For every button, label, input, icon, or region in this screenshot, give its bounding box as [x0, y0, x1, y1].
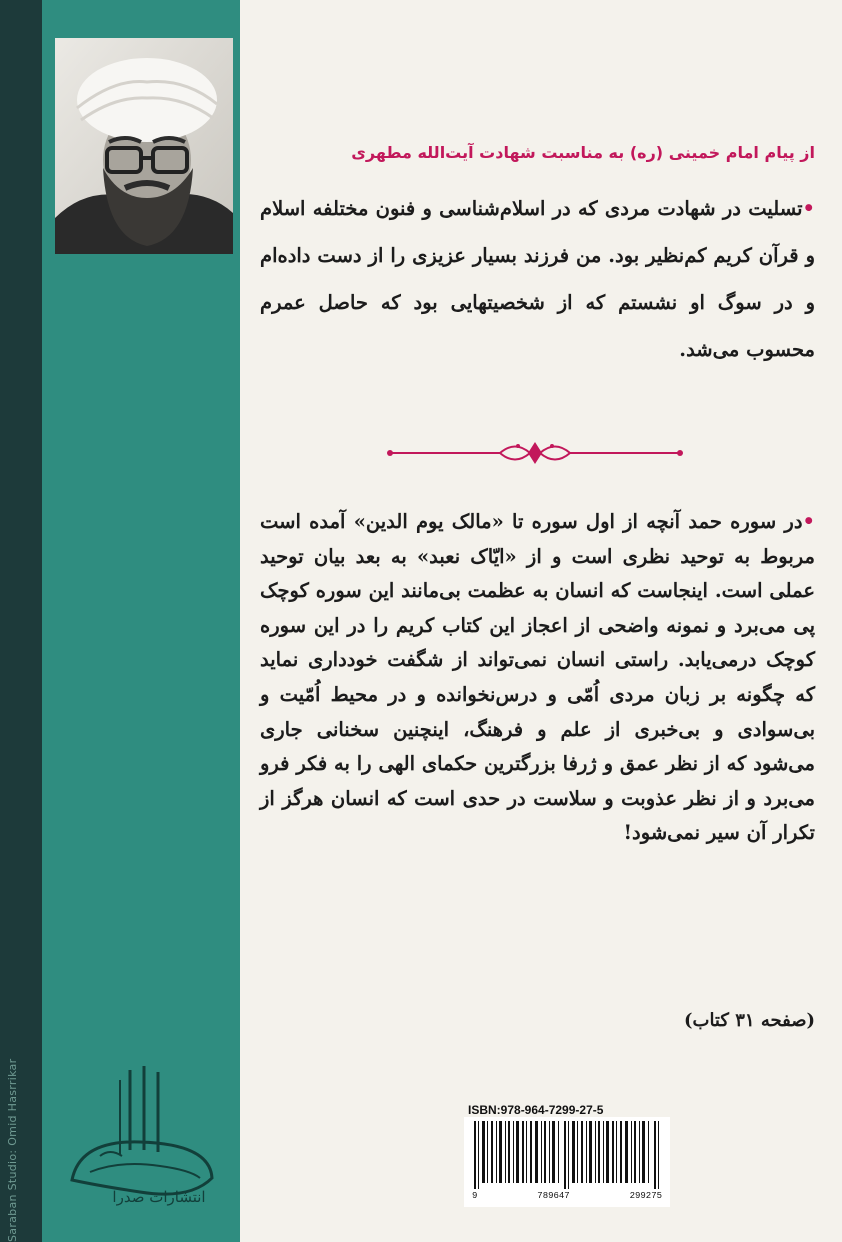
- author-portrait: [55, 38, 233, 254]
- portrait-photo-icon: [55, 38, 233, 254]
- designer-credit: Saraban Studio: Omid Hasrrikar: [6, 1058, 19, 1242]
- barcode: [464, 1117, 670, 1207]
- excerpt-text: در سوره حمد آنچه از اول سوره تا «مالک یوم الدین» آمده است مربوط به توحید نظری است و از «ایّاک نعبد» به بعد بیان توحید عملی است. اینجاست که انسان به عظمت بی‌مانند این سوره کوچک پی می‌برد و نمونه واضحی از اعجاز این کتاب کریم را در این سوره کوچک درمی‌یابد. راستی انسان نمی‌تواند از شگفت خودداری نماید که چگونه بر زبان مردی اُمّی و درس‌نخوانده و در محیط اُمّیت و بی‌سوادی و بی‌خبری از علم و فرهنگ، اینچنین سخنانی جاری می‌شود که از نظر عمق و ژرفا بزرگترین حکمای الهی را به فکر فرو می‌برد و از نظر عذوبت و سلاست در حدی است که انسان هرگز از تکرار آن سیر نمی‌شود!: [260, 510, 815, 845]
- isbn-label: ISBN:978-964-7299-27-5: [468, 1103, 604, 1117]
- headline: از پیام امام خمینی (ره) به مناسبت شهادت آیت‌الله مطهری: [351, 143, 815, 162]
- bullet-icon: •: [802, 197, 815, 220]
- barcode-digits: [464, 1191, 670, 1201]
- barcode-digit-prefix: 9: [472, 1191, 478, 1201]
- back-cover-text: [250, 0, 815, 1242]
- publisher-logo-text: انتشارات صدرا: [112, 1188, 206, 1206]
- page-citation: (صفحه ۳۱ کتاب): [683, 1010, 815, 1031]
- ornament-divider-icon: [380, 438, 690, 468]
- excerpt-paragraph: [260, 505, 815, 851]
- quote-paragraph: [260, 185, 815, 373]
- left-edge-strip: [0, 0, 42, 1242]
- barcode-digit-left: 789647: [537, 1191, 570, 1201]
- barcode-digit-right: 299275: [629, 1191, 662, 1201]
- bullet-icon: •: [802, 510, 815, 533]
- quote-text: تسلیت در شهادت مردی که در اسلام‌شناسی و فنون مختلفه اسلام و قرآن کریم کم‌نظیر بود. من فرزند بسیار عزیزی را از دست داده‌ام و در سوگ او نشستم که از شخصیتهایی بود که حاصل عمرم محسوب می‌شد.: [260, 197, 815, 361]
- barcode-bars-icon: [464, 1117, 670, 1189]
